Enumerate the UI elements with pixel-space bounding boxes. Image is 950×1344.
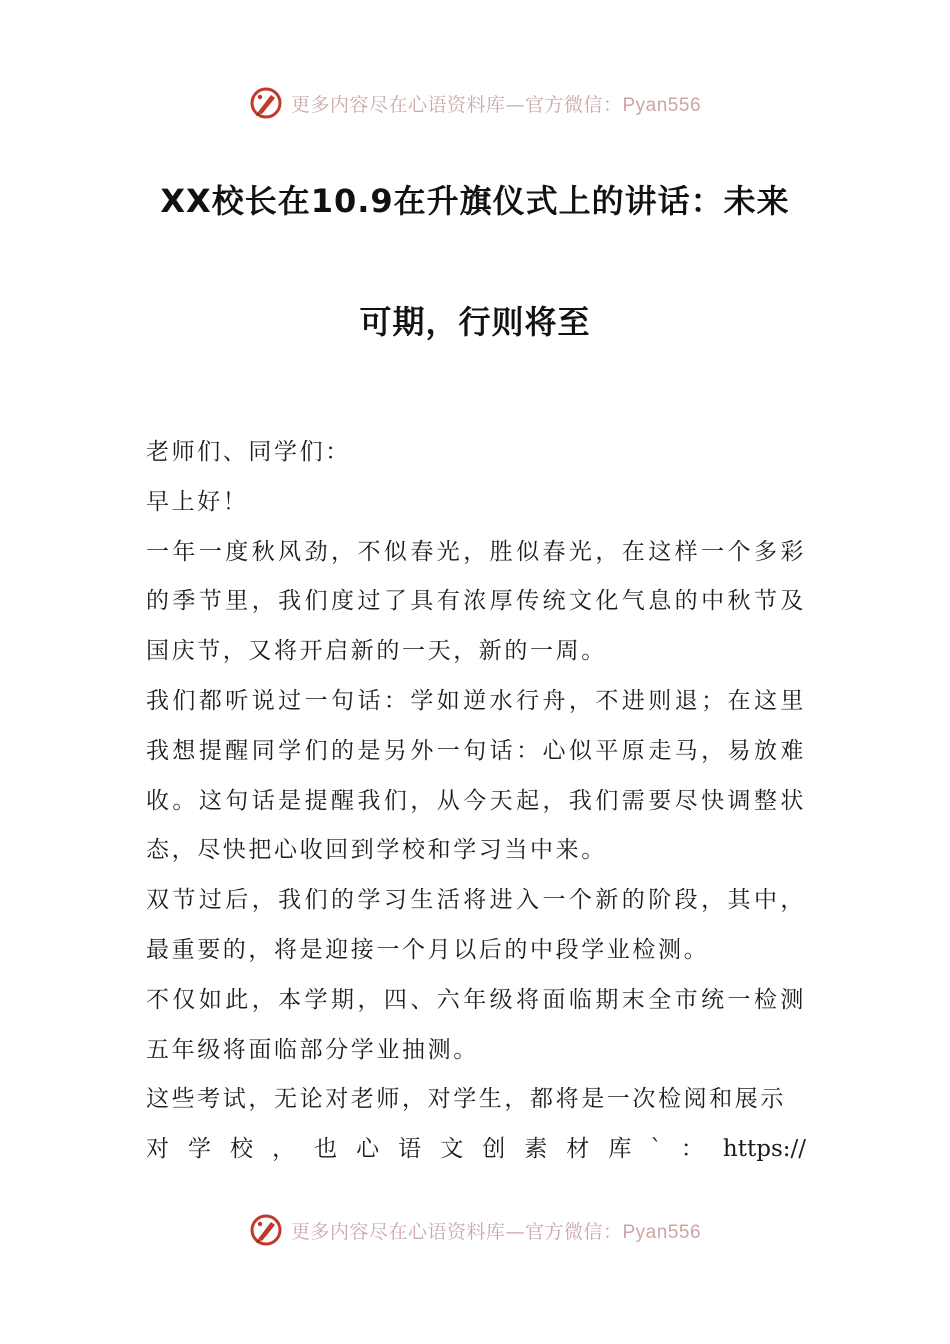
banner-wechat-id: Pyan556 bbox=[622, 1221, 702, 1243]
paragraph-exams: 不仅如此，本学期，四、六年级将面临期末全市统一检测五年级将面临部分学业抽测。 bbox=[146, 986, 806, 1063]
page-title-line-1: XX校长在10.9在升旗仪式上的讲话：未来 bbox=[160, 182, 790, 220]
footer-banner bbox=[0, 1210, 950, 1250]
pen-logo-icon bbox=[249, 86, 283, 120]
paragraph-greeting: 老师们、同学们： bbox=[146, 439, 351, 465]
paragraph-school-link: 对学校，也心语文创素材库`：https:// bbox=[146, 1136, 806, 1163]
pen-logo-icon bbox=[249, 1213, 283, 1247]
header-banner bbox=[0, 83, 950, 123]
banner-text: 更多内容尽在心语资料库—官方微信：Pyan556 bbox=[290, 93, 702, 116]
paragraph-review: 这些考试，无论对老师，对学生，都将是一次检阅和展示 bbox=[146, 1086, 786, 1113]
document-body bbox=[146, 428, 806, 1175]
paragraph-new-stage: 双节过后，我们的学习生活将进入一个新的阶段，其中，最重要的，将是迎接一个月以后的中段学业检测。 bbox=[146, 887, 806, 963]
paragraph-proverb: 我们都听说过一句话：学如逆水行舟，不进则退；在这里我想提醒同学们的是另外一句话：心似平原走马，易放难收。这句话是提醒我们，从今天起，我们需要尽快调整状态，尽快把心收回到学校和学习当中来。 bbox=[146, 687, 806, 864]
paragraph-autumn: 一年一度秋风劲，不似春光，胜似春光，在这样一个多彩的季节里，我们度过了具有浓厚传统文化气息的中秋节及国庆节，又将开启新的一天，新的一周。 bbox=[146, 538, 806, 665]
banner-text: 更多内容尽在心语资料库—官方微信：Pyan556 bbox=[290, 1220, 702, 1243]
paragraph-good-morning: 早上好！ bbox=[146, 488, 249, 515]
page-title-line-2: 可期，行则将至 bbox=[359, 303, 591, 341]
banner-wechat-id: Pyan556 bbox=[622, 94, 702, 116]
